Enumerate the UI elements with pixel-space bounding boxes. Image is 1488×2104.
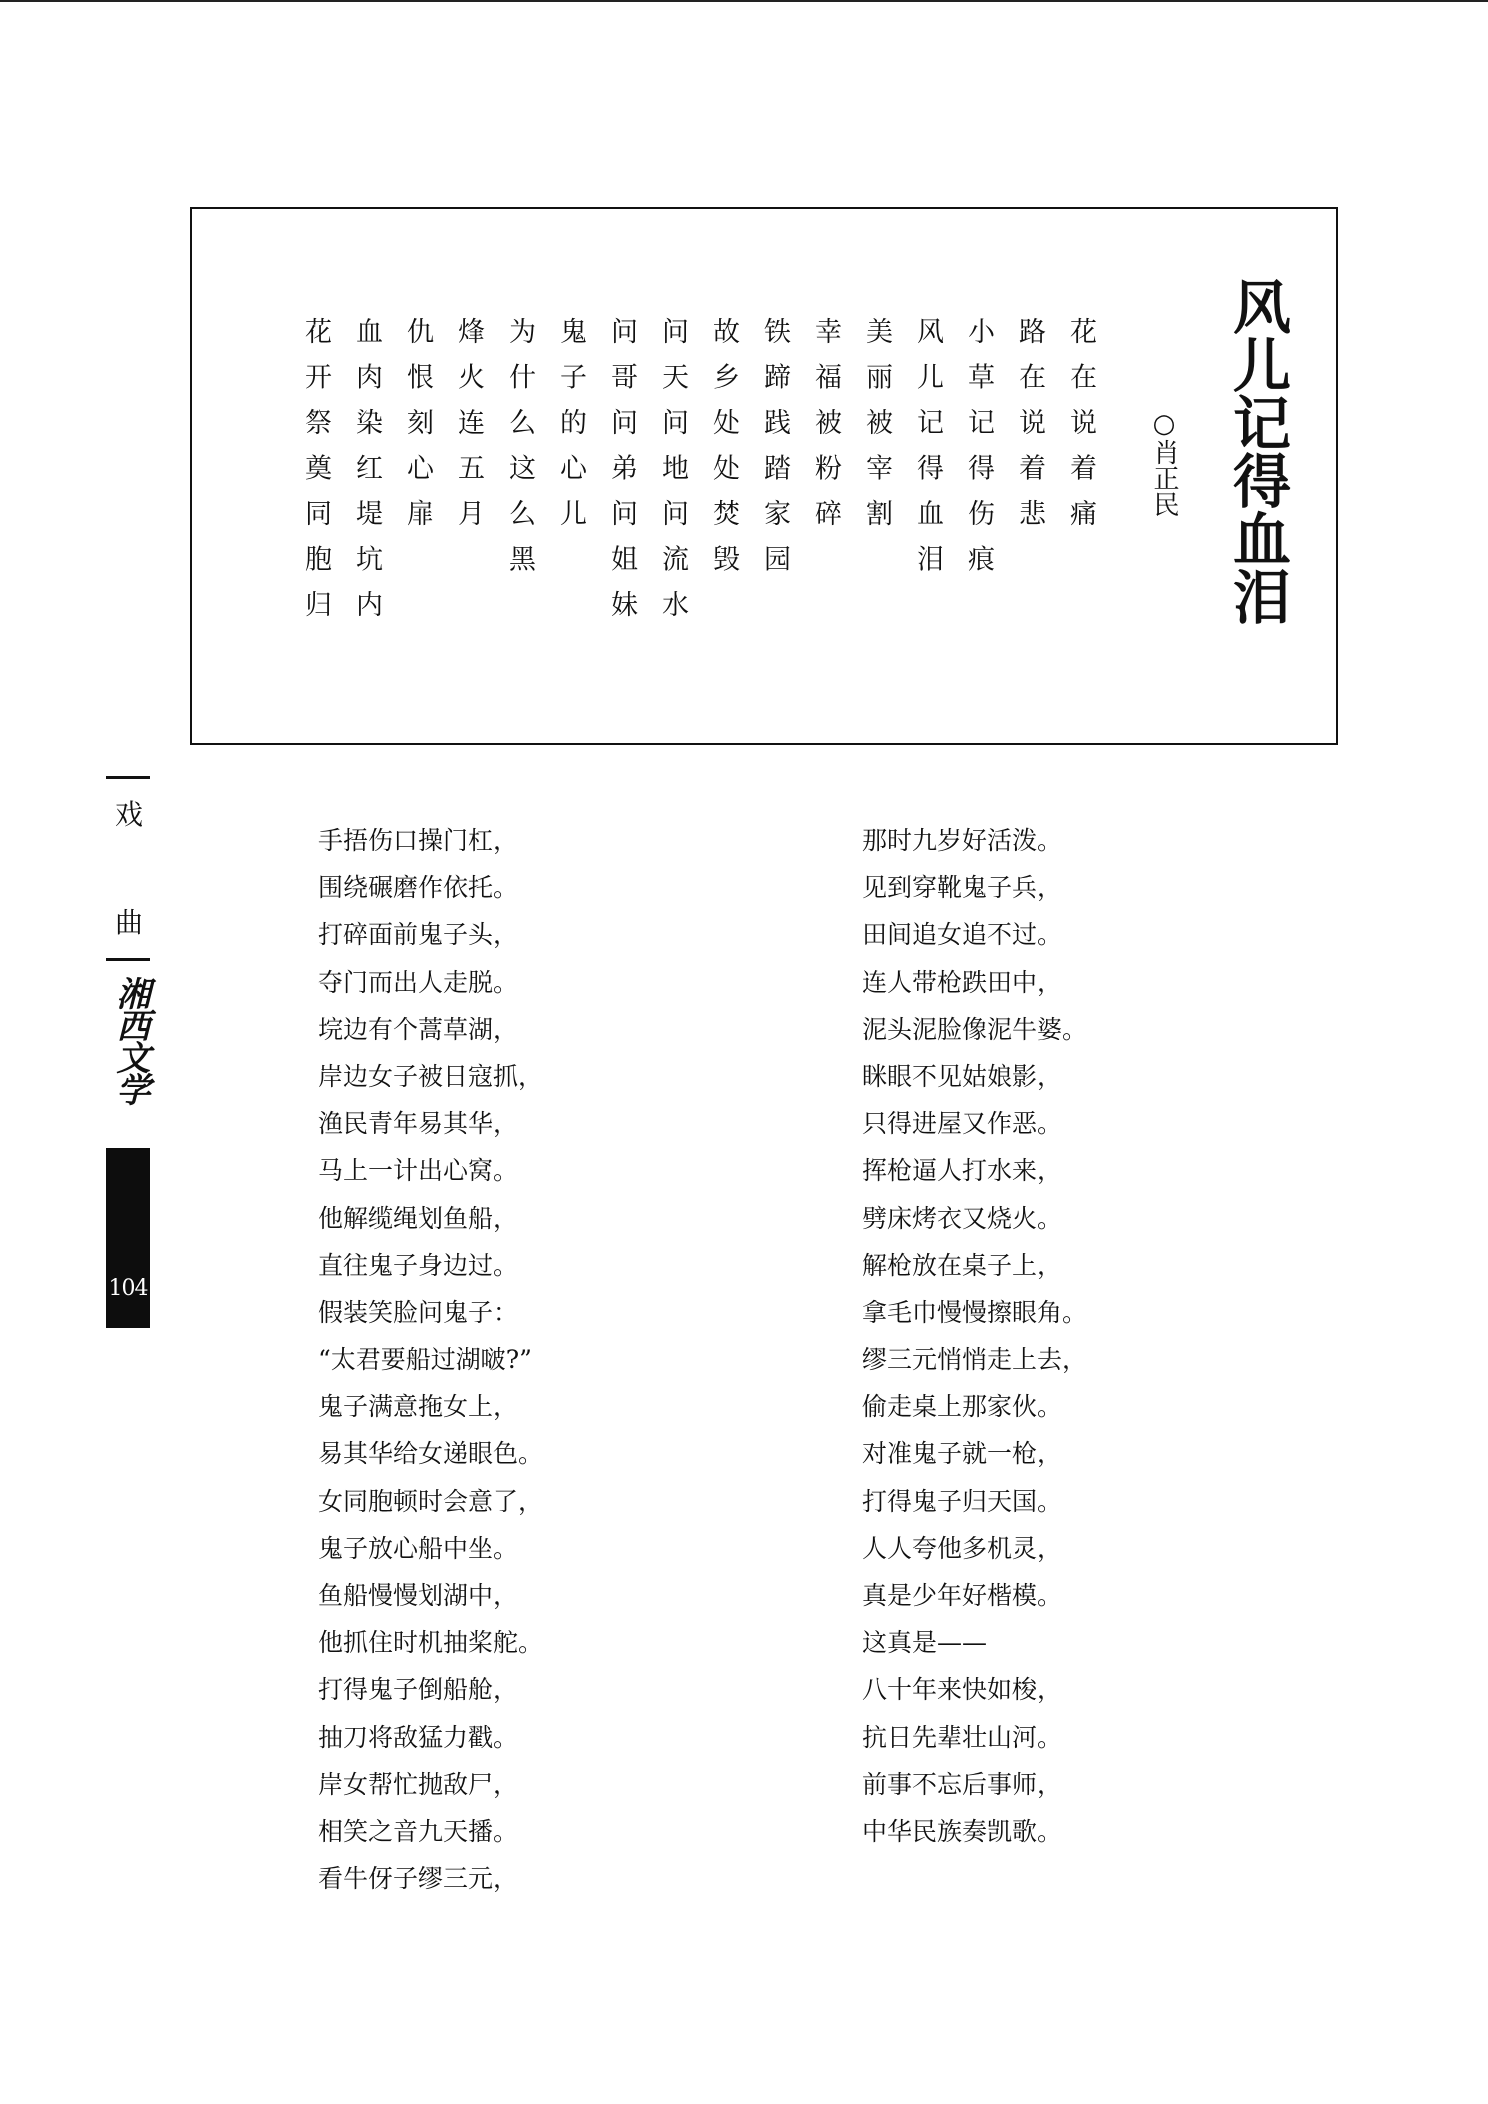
body-column-right [862,826,1087,1864]
poem-line: 只得进屋又作恶。 [862,1109,1063,1139]
verse-column: 铁蹄践踏家园 [759,317,790,590]
poem-line: “太君要船过湖啵?” [318,1345,532,1375]
poem-line: 直往鬼子身边过。 [318,1250,519,1280]
poem-line: 中华民族奏凯歌。 [862,1816,1063,1846]
poem-line: 易其华给女递眼色。 [318,1439,544,1469]
verse-column: 故乡处处焚毁 [708,317,739,590]
poem-line: 鬼子放心船中坐。 [318,1533,519,1563]
poem-line: 挥枪逼人打水来， [862,1156,1063,1186]
poem-line: 围绕碾磨作依托。 [318,873,519,903]
poem-line: 田间追女追不过。 [862,920,1063,950]
poem-line: 看牛伢子缪三元， [318,1864,519,1894]
body-column-left [318,826,543,1911]
poem-line: 打碎面前鬼子头， [318,920,519,950]
poem-line: 他解缆绳划鱼船， [318,1203,519,1233]
sidebar-rule-bottom [106,958,150,961]
poem-line: 手捂伤口操门杠， [318,826,519,855]
poem-line: 眯眼不见姑娘影， [862,1061,1063,1091]
poem-line: 打得鬼子倒船舱， [318,1675,519,1705]
poem-line: 前事不忘后事师， [862,1769,1063,1799]
poem-line: 马上一计出心窝。 [318,1156,519,1186]
poem-line: 八十年来快如梭， [862,1675,1063,1705]
verse-column: 问哥问弟问姐妹 [606,317,637,636]
section-label-bottom: 曲 [114,906,143,939]
poem-line: 人人夸他多机灵， [862,1533,1063,1563]
poem-line: 抗日先辈壮山河。 [862,1722,1063,1752]
poem-line: 真是少年好楷模。 [862,1581,1063,1610]
verse-column: 血肉染红堤坑内 [351,317,382,636]
verse-column: 美丽被宰割 [861,317,892,545]
poem-line: 岸边女子被日寇抓， [318,1061,544,1091]
poem-line: 见到穿靴鬼子兵， [862,873,1063,903]
verse-column: 鬼子的心儿 [555,317,586,545]
poem-line: 偷走桌上那家伙。 [862,1392,1063,1422]
poem-title: 风儿记得血泪 [1223,277,1291,625]
verse-column: 花在说着痛 [1065,317,1096,545]
poem-line: 相笑之音九天播。 [318,1816,519,1846]
verse-column: 问天问地问流水 [657,317,688,636]
poem-line: 打得鬼子归天国。 [862,1486,1063,1516]
sidebar-rule-top [106,776,150,779]
poem-line: 鬼子满意拖女上， [318,1392,519,1422]
poem-line: 缪三元悄悄走上去， [862,1345,1088,1375]
poem-line: 抽刀将敌猛力戳。 [318,1722,519,1752]
poem-line: 拿毛巾慢慢擦眼角。 [862,1297,1088,1327]
section-label-top: 戏 [114,798,143,831]
magazine-logo: 湘西文学 [110,976,150,1104]
verse-column: 小草记得伤痕 [963,317,994,590]
poem-line: 这真是—— [862,1628,988,1658]
poem-line: 泥头泥脸像泥牛婆。 [862,1014,1088,1044]
poem-line: 女同胞顿时会意了， [318,1486,544,1516]
poem-line: 解枪放在桌子上， [862,1250,1063,1280]
verse-column: 烽火连五月 [453,317,484,545]
poem-line: 垸边有个蒿草湖， [318,1014,519,1044]
poem-line: 对准鬼子就一枪， [862,1439,1063,1469]
poem-line: 鱼船慢慢划湖中， [318,1581,519,1610]
verse-column: 路在说着悲 [1014,317,1045,545]
top-border-line [0,0,1488,2]
poem-line: 劈床烤衣又烧火。 [862,1203,1063,1233]
poem-line: 渔民青年易其华， [318,1109,519,1139]
poem-line: 夺门而出人走脱。 [318,967,519,997]
verse-column: 风儿记得血泪 [912,317,943,590]
poem-line: 岸女帮忙抛敌尸， [318,1769,519,1799]
page-number: 104 [108,1276,148,1301]
verse-column: 花开祭奠同胞归 [300,317,331,636]
poem-line: 那时九岁好活泼。 [862,826,1063,855]
verse-columns [290,317,1106,636]
poem-line: 连人带枪跌田中， [862,967,1063,997]
author-name: ○肖正民 [1149,409,1179,517]
poem-line: 假装笑脸问鬼子： [318,1297,519,1327]
poem-line: 他抓住时机抽桨舵。 [318,1628,544,1658]
poem-box [190,207,1338,745]
verse-column: 仇恨刻心扉 [402,317,433,545]
verse-column: 幸福被粉碎 [810,317,841,545]
verse-column: 为什么这么黑 [504,317,535,590]
